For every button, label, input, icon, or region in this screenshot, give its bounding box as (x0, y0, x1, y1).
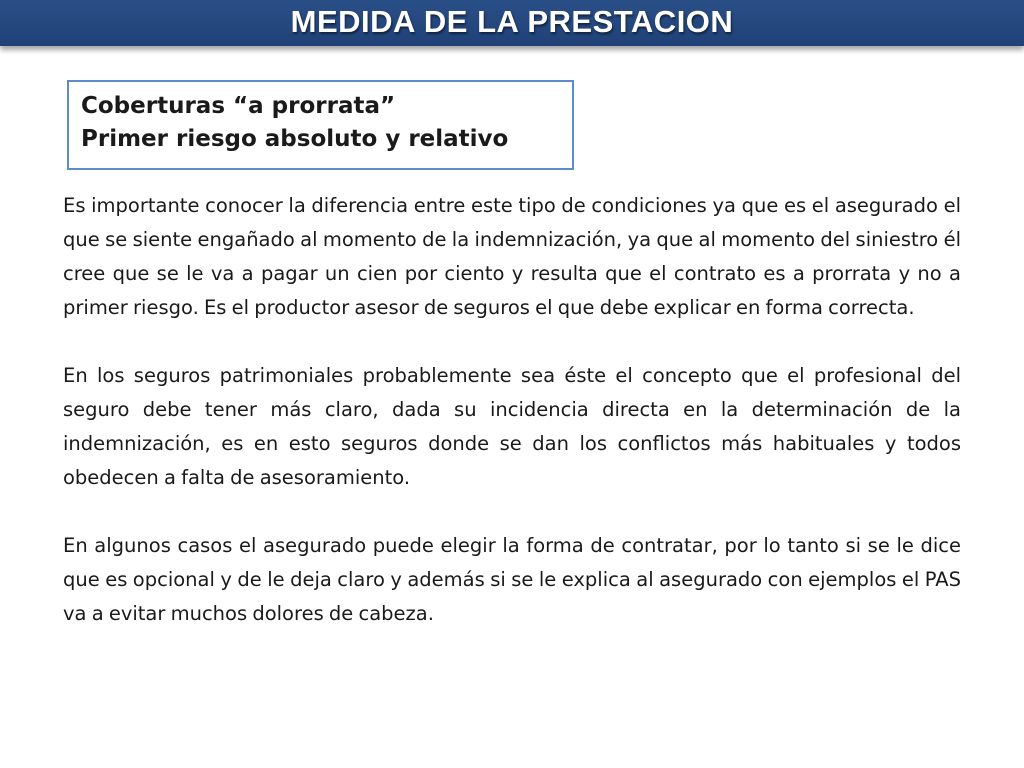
slide-title: MEDIDA DE LA PRESTACION (290, 4, 734, 39)
subtitle-line-1: Coberturas “a prorrata” (81, 93, 396, 119)
body-text (63, 189, 961, 665)
subtitle-box (67, 80, 574, 170)
paragraph-1: Es importante conocer la diferencia entre este tipo de condiciones ya que es el asegurado el que se siente engañado al momento de la indemnización, ya que al momento del siniestro él cree que se le va a pagar un cien por ciento y resulta que el contrato es a prorrata y no a primer riesgo. Es el productor asesor de seguros el que debe explicar en forma correcta. (63, 194, 961, 319)
paragraph-2: En los seguros patrimoniales probablemente sea éste el concepto que el profesional del seguro debe tener más claro, dada su incidencia directa en la determinación de la indemnización, es en esto seguros donde se dan los conflictos más habituales y todos obedecen a falta de asesoramiento. (63, 364, 961, 489)
subtitle-line-2: Primer riesgo absoluto y relativo (81, 126, 509, 152)
paragraph-3: En algunos casos el asegurado puede elegir la forma de contratar, por lo tanto si se le dice que es opcional y de le deja claro y además si se le explica al asegurado con ejemplos el PAS va a evitar muchos dolores de cabeza. (63, 534, 961, 625)
